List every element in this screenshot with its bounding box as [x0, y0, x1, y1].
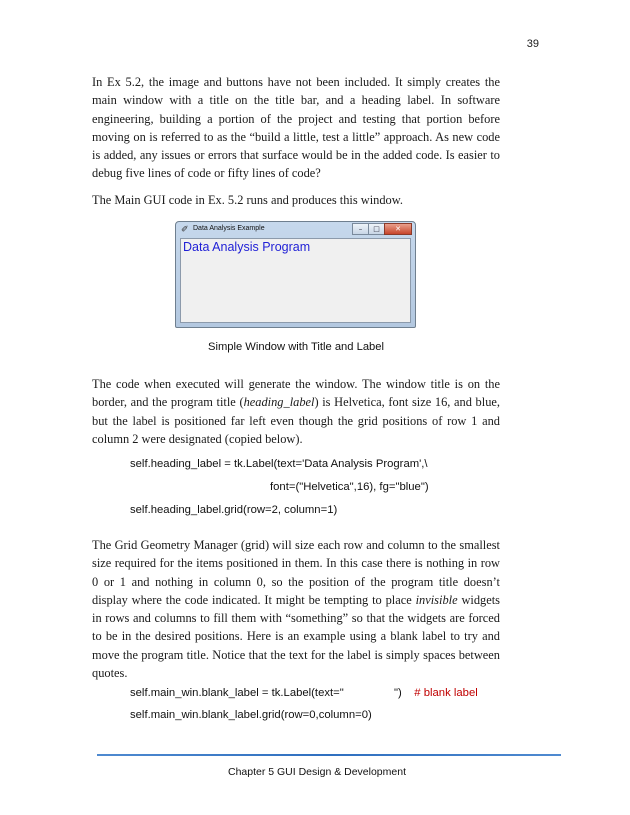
code-comment: # blank label [401, 687, 478, 699]
code-line-grid: self.heading_label.grid(row=2, column=1) [130, 504, 338, 516]
paragraph-grid-geometry [92, 536, 500, 682]
code-line-heading-label: self.heading_label = tk.Label(text='Data Analysis Program',\ [130, 458, 428, 470]
heading-label: Data Analysis Program [183, 240, 311, 254]
para3-text-1: The code when executed will generate the window. The window title is on the border, and the program title ( [92, 377, 500, 410]
tk-feather-icon: ✐ [181, 225, 189, 235]
code-blank-label-statement: self.main_win.blank_label = tk.Label(text=" ") [130, 687, 402, 699]
para4-text-2: widgets in rows and columns to fill them with “something” so that the widgets are forced to be in the desired positions. Here is an example using a blank label to try and move the program title. Notice that the text for the label is simply spaces between quotes. [92, 592, 500, 681]
paragraph-main-gui-intro: The Main GUI code in Ex. 5.2 runs and produces this window. [92, 193, 403, 207]
paragraph-build-a-little: In Ex 5.2, the image and buttons have not been included. It simply creates the main window with a title on the title bar, and a heading label. In software engineering, building a portion of the project and testing that portion before moving on is referred to as the “build a little, test a little” approach. As new code is added, any issues or errors that surface would be in the added code. Is easier to debug five lines of code or fifty lines of code? [92, 75, 500, 181]
code-line-blank-label [130, 687, 478, 699]
minimize-icon: – [352, 223, 369, 235]
para3-emphasis: heading_label [243, 395, 315, 410]
footer-chapter-title: Chapter 5 GUI Design & Development [227, 766, 406, 778]
para4-emphasis: invisible [415, 592, 458, 607]
close-icon: ✕ [384, 223, 412, 235]
window-controls [353, 223, 412, 234]
code-line-blank-grid: self.main_win.blank_label.grid(row=0,column=0) [130, 709, 372, 721]
paragraph-code-explanation [92, 375, 500, 448]
code-line-font: font=("Helvetica",16), fg="blue") [270, 481, 429, 493]
window-titlebar [176, 222, 415, 239]
footer-rule [97, 754, 561, 756]
window-client-area [180, 238, 411, 323]
para4-text-1: The Grid Geometry Manager (grid) will size each row and column to the smallest size required for the items positioned in them. In this case there is nothing in row 0 or 1 and nothing in column 0, so the position of the program title doesn’t display where the code indicated. It might be tempting to place [92, 538, 500, 607]
para3-text-2: ) is Helvetica, font size 16, and blue, but the label is positioned far left even though the grid positions of row 1 and column 2 were designated (copied below). [92, 395, 500, 446]
maximize-icon: □ [368, 223, 385, 235]
tk-window-screenshot [175, 221, 416, 328]
page-number: 39 [526, 38, 539, 50]
window-title: Data Analysis Example [193, 225, 265, 232]
figure-caption: Simple Window with Title and Label [208, 341, 384, 353]
